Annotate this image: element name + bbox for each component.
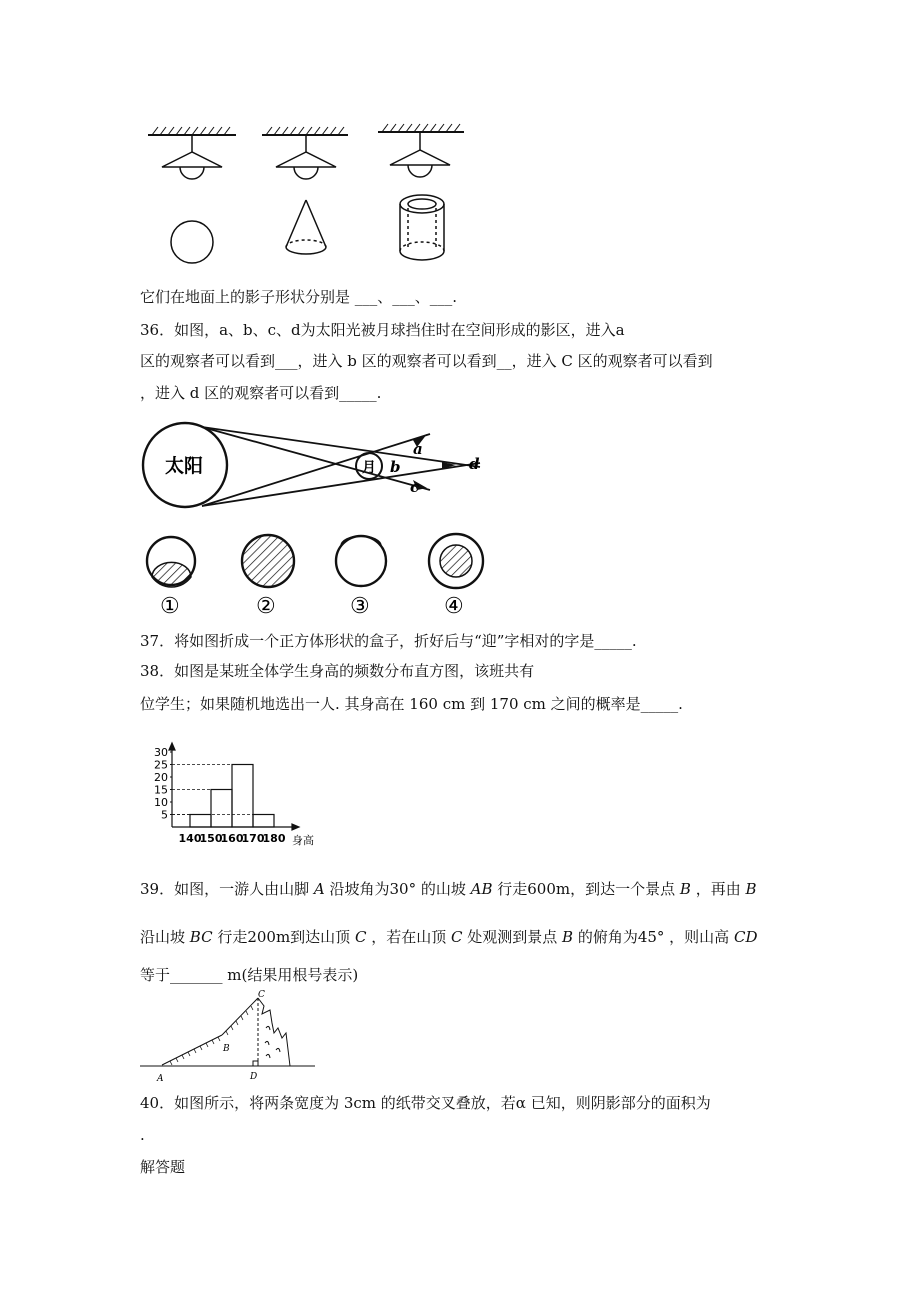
q39-text: 行走600m，到达一个景点 [492,880,680,898]
x-tick-label: 180 [262,832,286,845]
point-b-ref: B [745,880,757,898]
eclipse-option-1 [147,537,195,587]
q38-line-1 [140,661,534,681]
option-label-2: ② [256,594,276,619]
fig-point-b: B [223,1044,230,1054]
q39-text: 如图，一游人由山脚 [174,880,314,898]
point-b-ref: B [562,928,574,946]
moon-label: 月 [362,460,376,476]
eclipse-option-2 [242,535,294,587]
q39-text: 处观测到景点 [462,928,563,946]
region-b-label: b [390,458,401,476]
histogram-x-axis-label: 身高 [292,834,314,847]
option-label-4: ④ [444,594,464,619]
lamp-objects-figure [140,120,480,270]
y-tick-label: 30 [154,746,168,759]
q39-text: 的俯角为45° ，则山高 [573,928,734,946]
segment-bc-ref: BC [189,928,213,946]
section-title: 解答题 [140,1158,186,1176]
fig-point-d: D [250,1072,258,1082]
histogram-bar [190,815,211,828]
q38-line-2: 位学生；如果随机地选出一人. 其身高在 160 cm 到 170 cm 之间的概率是_____. [140,695,683,713]
point-c-ref: C [354,928,367,946]
q40-line-1 [140,1093,711,1113]
region-a-label: a [413,440,423,458]
y-tick-label: 25 [154,758,168,772]
y-tick-label: 10 [154,796,168,809]
histogram-bar [211,790,232,828]
q39-text: ，再由 [690,880,746,898]
option-label-1: ① [160,594,180,619]
y-tick-label: 5 [161,808,168,822]
y-tick-label: 15 [154,783,168,797]
x-axis-arrow-icon [292,824,299,830]
segment-cd-ref: CD [733,928,758,946]
q39-line-1 [140,879,757,899]
q39-text: 沿坡角为30° 的山坡 [324,880,471,898]
cylinder-object [400,195,444,260]
x-tick-label: 150 [199,832,223,845]
region-c-label: c [410,478,420,496]
q37-line [140,631,637,651]
sphere-object [171,221,213,263]
q40-text-1: 如图所示，将两条宽度为 3cm 的纸带交叉叠放，若α 已知，则阴影部分的面积为 [174,1094,711,1112]
lamp-3 [378,124,464,177]
mountain-slope-figure [140,988,320,1083]
cone-object [286,200,326,254]
x-tick-label: 140 [178,832,202,845]
q39-text: 行走200m到达山顶 [212,928,355,946]
sun-moon-figure [140,420,500,620]
q38-number: 38． [140,662,175,680]
eclipse-option-4 [429,534,483,588]
eclipse-option-3 [336,536,386,586]
y-axis-arrow-icon [169,743,175,750]
q36-line-2: 区的观察者可以看到___，进入 b 区的观察者可以看到__，进入 C 区的观察者可以看到 [140,352,713,370]
q36-number: 36． [140,321,175,339]
y-tick-label: 20 [154,771,168,784]
fig-point-a: A [157,1074,164,1083]
histogram-bar [232,765,253,828]
q36-text-1: 如图，a、b、c、d为太阳光被月球挡住时在空间形成的影区，进入a [174,321,625,339]
q39-number: 39． [140,880,175,898]
lamp-1 [148,127,236,179]
segment-ab-ref: AB [470,880,493,898]
q37-text: 将如图折成一个正方体形状的盒子，折好后与“迎”字相对的字是_____. [174,632,637,650]
point-b-ref: B [679,880,691,898]
fig-point-c: C [258,990,265,1000]
region-d-label: d [469,455,480,473]
q38-text-1: 如图是某班全体学生身高的频数分布直方图，该班共有 [174,662,535,680]
x-tick-label: 170 [241,832,265,845]
q39-text: ，若在山顶 [366,928,451,946]
q40-line-2: . [140,1126,145,1144]
q36-line-1 [140,320,625,340]
q39-line-2 [140,927,757,947]
histogram-bar [253,815,274,828]
q39-line-3: 等于_______ m(结果用根号表示) [140,966,359,984]
point-c-ref: C [451,928,463,946]
lamp-2 [262,127,348,179]
x-tick-label: 160 [220,832,244,845]
q35-answer-line: 它们在地面上的影子形状分别是 ___、___、___. [140,288,458,306]
q39-text: 沿山坡 [140,928,190,946]
sun-label: 太阳 [165,455,204,477]
point-a-ref: A [313,880,325,898]
q36-line-3: ，进入 d 区的观察者可以看到_____. [140,384,382,402]
q37-number: 37． [140,632,175,650]
q40-number: 40． [140,1094,175,1112]
height-histogram [140,735,330,850]
option-label-3: ③ [350,594,370,619]
